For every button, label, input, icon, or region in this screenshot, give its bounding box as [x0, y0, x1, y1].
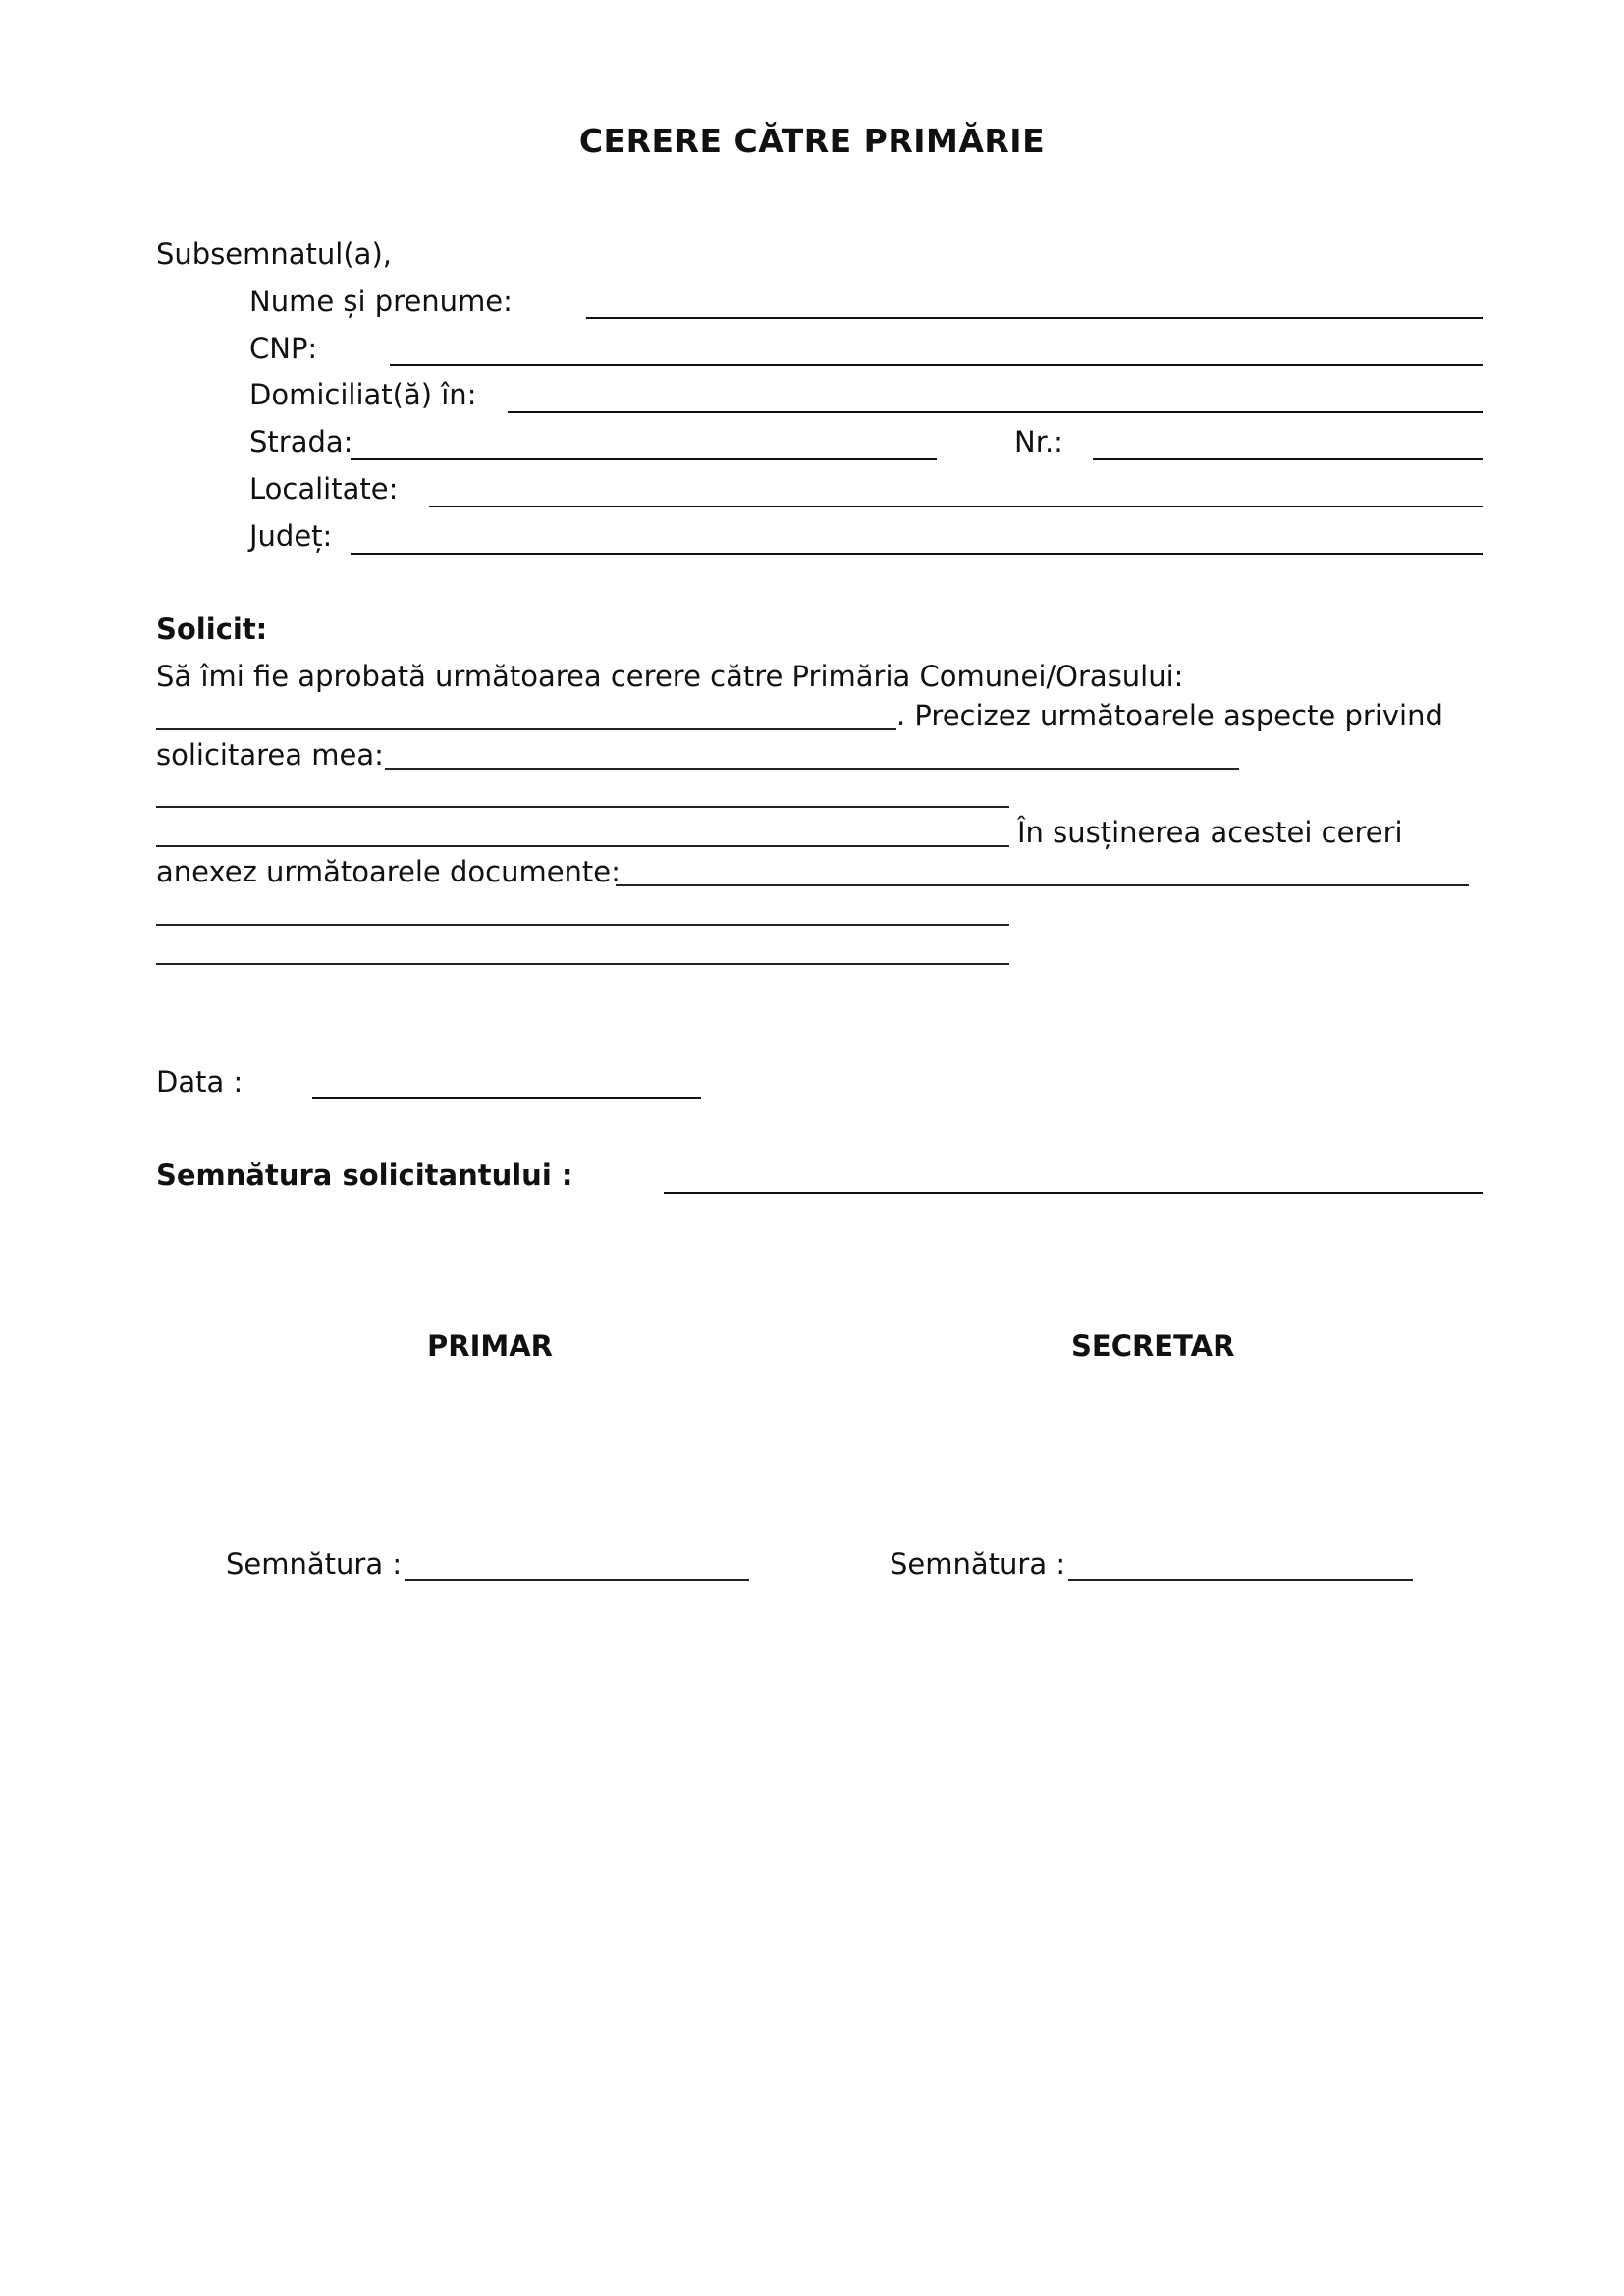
secretar-signature-label: Semnătura :: [890, 1547, 1066, 1580]
domicile-label: Domiciliat(ă) în:: [249, 378, 477, 411]
primar-title: PRIMAR: [427, 1329, 554, 1362]
street-label: Strada:: [249, 425, 353, 458]
street-field[interactable]: [351, 458, 937, 460]
request-line-6-text: anexez următoarele documente:: [156, 855, 621, 888]
request-line-2-text: . Precizez următoarele aspecte privind: [896, 699, 1443, 732]
request-details-field-3[interactable]: [156, 845, 1009, 847]
intro-text: Subsemnatul(a),: [156, 238, 392, 271]
locality-label: Localitate:: [249, 472, 399, 506]
applicant-signature-field[interactable]: [664, 1192, 1483, 1194]
date-field[interactable]: [312, 1097, 701, 1099]
number-label: Nr.:: [1014, 425, 1063, 458]
date-label: Data :: [156, 1065, 244, 1098]
attachments-field-2[interactable]: [156, 924, 1009, 926]
primar-signature-label: Semnătura :: [226, 1547, 403, 1580]
domicile-field[interactable]: [508, 411, 1483, 413]
cnp-field[interactable]: [390, 364, 1483, 366]
secretar-title: SECRETAR: [1071, 1329, 1235, 1362]
name-label: Nume și prenume:: [249, 285, 513, 318]
county-field[interactable]: [351, 553, 1483, 555]
request-details-field-1[interactable]: [385, 768, 1239, 770]
request-line-1: Să îmi fie aprobată următoarea cerere către Primăria Comunei/Orasului:: [156, 660, 1184, 693]
request-heading: Solicit:: [156, 613, 268, 646]
primar-signature-field[interactable]: [405, 1579, 749, 1581]
secretar-signature-field[interactable]: [1068, 1579, 1413, 1581]
number-field[interactable]: [1093, 458, 1483, 460]
request-details-field-2[interactable]: [156, 806, 1009, 808]
attachments-field-1[interactable]: [616, 884, 1469, 886]
county-label: Județ:: [249, 519, 333, 553]
municipality-field[interactable]: [156, 728, 896, 730]
cnp-label: CNP:: [249, 332, 318, 365]
locality-field[interactable]: [429, 506, 1483, 507]
name-field[interactable]: [586, 317, 1483, 319]
request-line-3-text: solicitarea mea:: [156, 738, 384, 772]
document-title: CERERE CĂTRE PRIMĂRIE: [578, 122, 1046, 160]
attachments-field-3[interactable]: [156, 963, 1009, 965]
request-line-5-text: În susținerea acestei cereri: [1017, 816, 1403, 849]
applicant-signature-label: Semnătura solicitantului :: [156, 1158, 573, 1192]
